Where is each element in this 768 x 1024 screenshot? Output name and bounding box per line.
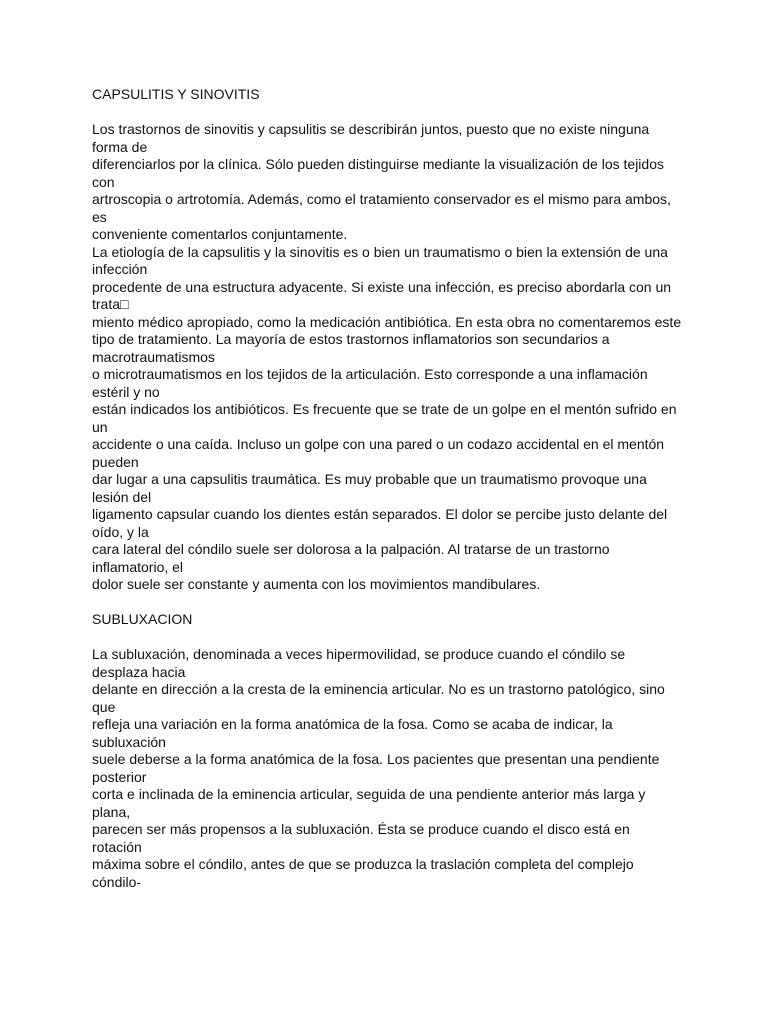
text-line: accidente o una caída. Incluso un golpe con una pared o un codazo accidental en el mentón pueden	[92, 436, 665, 470]
text-line: diferenciarlos por la clínica. Sólo pueden distinguirse mediante la visualización de los tejidos con	[92, 156, 664, 190]
text-line: Los trastornos de sinovitis y capsulitis se describirán juntos, puesto que no existe ninguna forma de	[92, 121, 650, 155]
text-line: delante en dirección a la cresta de la eminencia articular. No es un trastorno patológico, sino que	[92, 681, 665, 715]
text-line: refleja una variación en la forma anatómica de la fosa. Como se acaba de indicar, la subluxación	[92, 716, 613, 750]
text-line: cara lateral del cóndilo suele ser dolorosa a la palpación. Al tratarse de un trastorno inflamatorio, el	[92, 541, 610, 575]
text-line: miento médico apropiado, como la medicación antibiótica. En esta obra no comentaremos este	[92, 313, 682, 330]
text-line: están indicados los antibióticos. Es frecuente que se trate de un golpe en el mentón sufrido en un	[92, 401, 677, 435]
text-line: dolor suele ser constante y aumenta con los movimientos mandibulares.	[92, 576, 541, 592]
text-line: conveniente comentarlos conjuntamente.	[92, 226, 348, 242]
spacer	[92, 104, 682, 122]
text-line: La subluxación, denominada a veces hipermovilidad, se produce cuando el cóndilo se desplaza hacia	[92, 646, 626, 680]
document-page	[92, 86, 682, 891]
text-line: suele deberse a la forma anatómica de la fosa. Los pacientes que presentan una pendiente posterior	[92, 751, 660, 785]
text-line: La etiología de la capsulitis y la sinovitis es o bien un traumatismo o bien la extensión de una infección	[92, 243, 668, 277]
text-line: artroscopia o artrotomía. Además, como el tratamiento conservador es el mismo para ambos, es	[92, 191, 671, 225]
section-title-capsulitis: CAPSULITIS Y SINOVITIS	[92, 86, 260, 102]
spacer	[92, 629, 682, 647]
section-body-subluxacion	[92, 646, 682, 891]
text-line: parecen ser más propensos a la subluxación. Ésta se produce cuando el disco está en rotación	[92, 821, 630, 855]
text-line: ligamento capsular cuando los dientes están separados. El dolor se percibe justo delante del oído, y la	[92, 506, 668, 540]
text-line: trata□	[92, 296, 129, 312]
text-line: máxima sobre el cóndilo, antes de que se produzca la traslación completa del complejo cóndilo-	[92, 856, 634, 890]
text-line: procedente de una estructura adyacente. Si existe una infección, es preciso abordarla con un	[92, 278, 672, 295]
section-title-subluxacion: SUBLUXACION	[92, 611, 193, 627]
text-line: tipo de tratamiento. La mayoría de estos trastornos inflamatorios son secundarios a macrotraumatismos	[92, 331, 610, 365]
text-line: dar lugar a una capsulitis traumática. Es muy probable que un traumatismo provoque una lesión del	[92, 471, 647, 505]
section-body-capsulitis	[92, 121, 682, 594]
text-line: corta e inclinada de la eminencia articular, seguida de una pendiente anterior más larga y plana,	[92, 786, 646, 820]
text-line: o microtraumatismos en los tejidos de la articulación. Esto corresponde a una inflamación estéril y no	[92, 366, 648, 400]
spacer	[92, 594, 682, 612]
